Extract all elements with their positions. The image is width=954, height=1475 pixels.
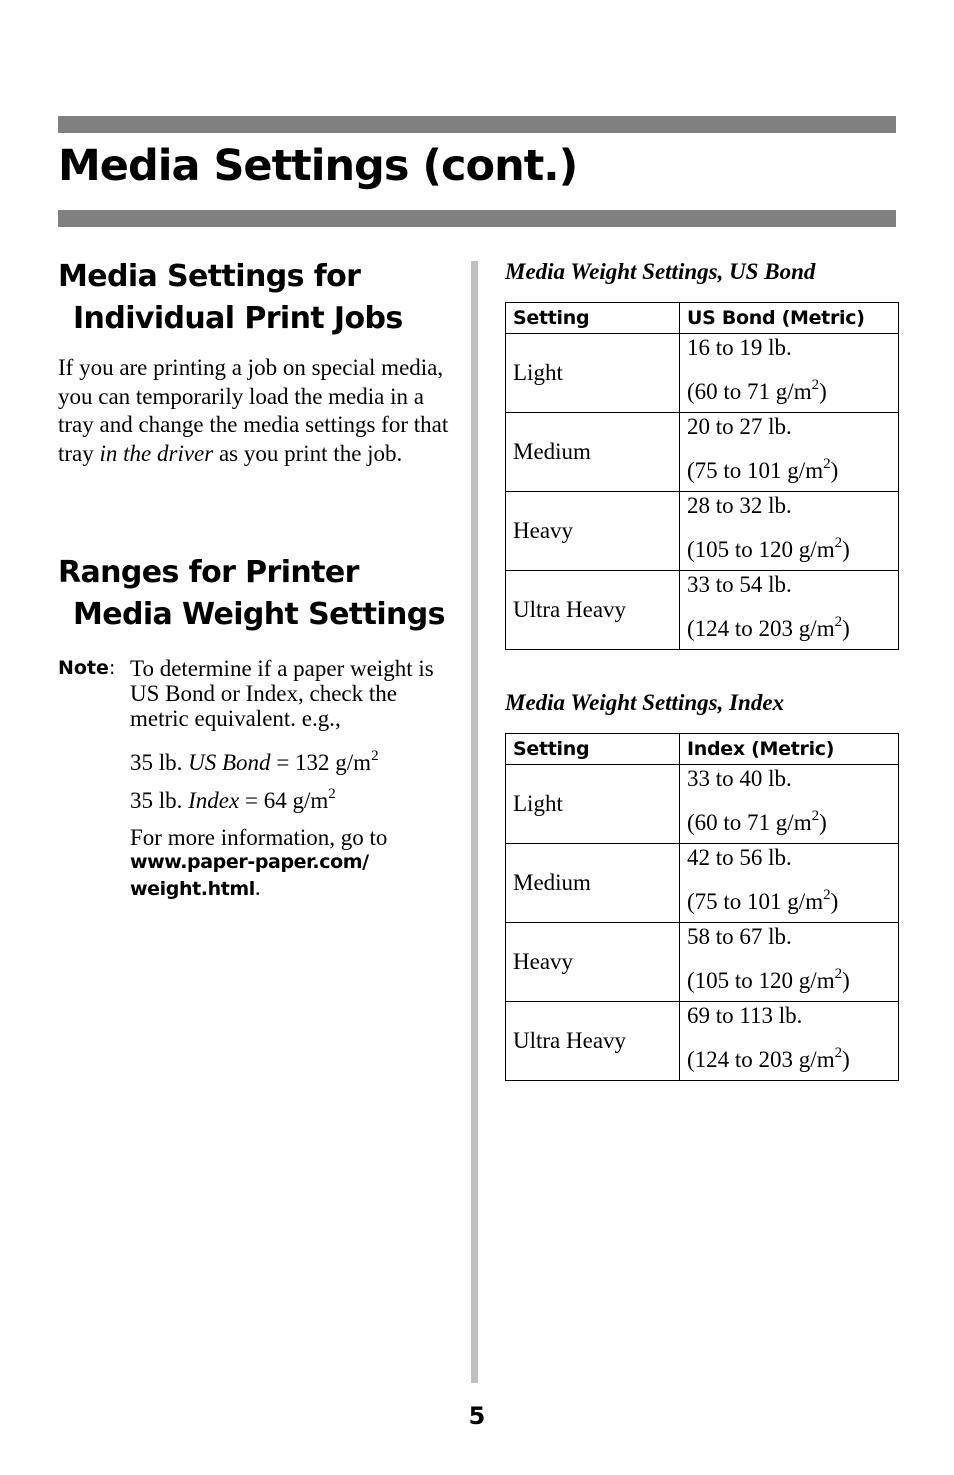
setting-cell: Medium bbox=[506, 413, 680, 492]
setting-cell: Heavy bbox=[506, 492, 680, 571]
section-heading-individual-jobs bbox=[58, 256, 403, 340]
table-row bbox=[506, 334, 899, 413]
example-us-bond: 35 lb. US Bond = 132 $g/m^2$ bbox=[130, 748, 379, 775]
table-row bbox=[506, 923, 899, 1002]
heading-line-2: Individual Print Jobs bbox=[73, 301, 403, 336]
weight-cell: 42 to 56 lb. (75 to 101 $g/m^2$) bbox=[680, 844, 899, 923]
note-label: Note: bbox=[58, 657, 116, 679]
setting-cell: Light bbox=[506, 765, 680, 844]
column-header-metric: US Bond (Metric) bbox=[680, 303, 899, 334]
weight-cell: 20 to 27 lb. (75 to 101 $g/m^2$) bbox=[680, 413, 899, 492]
title-rule-top bbox=[58, 116, 896, 133]
setting-cell: Ultra Heavy bbox=[506, 571, 680, 650]
note-body bbox=[130, 656, 455, 902]
example-index: 35 lb. Index = 64 $g/m^2$ bbox=[130, 786, 336, 813]
weight-cell: 33 to 40 lb. (60 to 71 $g/m^2$) bbox=[680, 765, 899, 844]
more-info bbox=[130, 825, 455, 902]
column-header-setting: Setting bbox=[506, 303, 680, 334]
para-text-1: If you are printing a job on special media, you can temporarily load the media in a tray and change the media settings for that tray bbox=[58, 355, 449, 466]
heading-line-1: Ranges for Printer bbox=[58, 555, 359, 590]
setting-cell: Medium bbox=[506, 844, 680, 923]
weight-cell: 28 to 32 lb. (105 to 120 $g/m^2$) bbox=[680, 492, 899, 571]
table-row bbox=[506, 765, 899, 844]
table-row bbox=[506, 492, 899, 571]
setting-cell: Ultra Heavy bbox=[506, 1002, 680, 1081]
intro-paragraph bbox=[58, 354, 458, 468]
heading-line-1: Media Settings for bbox=[58, 259, 361, 294]
column-divider bbox=[471, 261, 478, 1383]
column-header-setting: Setting bbox=[506, 734, 680, 765]
table-header-row bbox=[506, 734, 899, 765]
paper-weight-link[interactable]: www.paper-paper.com/ weight.html. bbox=[130, 851, 369, 900]
page-number: 5 bbox=[468, 1402, 486, 1430]
table-row bbox=[506, 1002, 899, 1081]
table-caption-index: Media Weight Settings, Index bbox=[505, 690, 785, 715]
index-table bbox=[505, 733, 899, 1081]
weight-cell: 58 to 67 lb. (105 to 120 $g/m^2$) bbox=[680, 923, 899, 1002]
weight-cell: 16 to 19 lb. (60 to 71 $g/m^2$) bbox=[680, 334, 899, 413]
more-info-text: For more information, go to bbox=[130, 825, 388, 850]
table-row bbox=[506, 844, 899, 923]
title-rule-bottom bbox=[58, 210, 896, 227]
weight-cell: 69 to 113 lb. (124 to 203 $g/m^2$) bbox=[680, 1002, 899, 1081]
para-text-2: as you print the job. bbox=[213, 440, 403, 466]
table-row bbox=[506, 413, 899, 492]
column-header-metric: Index (Metric) bbox=[680, 734, 899, 765]
para-italic: in the driver bbox=[99, 440, 214, 466]
heading-line-2: Media Weight Settings bbox=[73, 597, 445, 632]
weight-cell: 33 to 54 lb. (124 to 203 $g/m^2$) bbox=[680, 571, 899, 650]
table-row bbox=[506, 571, 899, 650]
table-caption-us-bond: Media Weight Settings, US Bond bbox=[505, 259, 816, 284]
table-header-row bbox=[506, 303, 899, 334]
us-bond-table bbox=[505, 302, 899, 650]
page-title: Media Settings (cont.) bbox=[58, 141, 578, 191]
setting-cell: Heavy bbox=[506, 923, 680, 1002]
note-text: To determine if a paper weight is US Bond or Index, check the metric equivalent. e.g., bbox=[130, 656, 434, 731]
setting-cell: Light bbox=[506, 334, 680, 413]
section-heading-ranges bbox=[58, 552, 445, 636]
